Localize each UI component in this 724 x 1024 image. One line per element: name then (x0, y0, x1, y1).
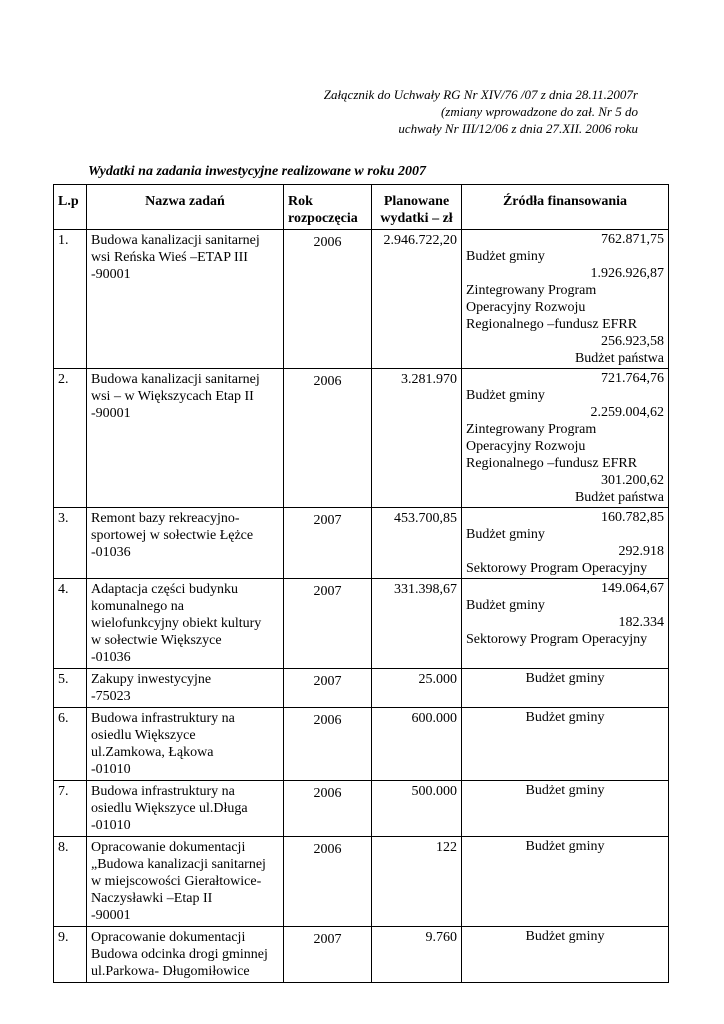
row-start-year: 2006 (284, 708, 372, 781)
column-header-rok (284, 185, 372, 230)
task-name-line: Budowa kanalizacji sanitarnej (91, 372, 260, 387)
funding-source-line: 2.259.004,62 (590, 405, 664, 420)
funding-source-line: 182.334 (618, 615, 664, 630)
row-task-name (87, 669, 284, 708)
table-row (54, 927, 669, 983)
funding-source-line: 256.923,58 (601, 334, 664, 349)
task-name-line: „Budowa kanalizacji sanitarnej (91, 857, 266, 872)
funding-source-line: Sektorowy Program Operacyjny (466, 632, 648, 647)
funding-source-line: Operacyjny Rozwoju (466, 300, 586, 315)
table-row (54, 837, 669, 927)
task-name-line: -90001 (91, 267, 131, 282)
funding-source-line: Budżet państwa (574, 351, 664, 366)
task-name-line: Budowa infrastruktury na (91, 711, 235, 726)
funding-source-line: Regionalnego –fundusz EFRR (466, 456, 638, 471)
funding-source-line: 301.200,62 (601, 473, 664, 488)
task-name-line: osiedlu Większyce (91, 728, 196, 743)
row-planned-expenditure: 2.946.722,20 (372, 230, 462, 369)
task-name-line: w sołectwie Większyce (91, 633, 222, 648)
funding-source-line: Budżet państwa (574, 490, 664, 505)
task-name-line: ul.Parkowa- Długomiłowice (91, 964, 250, 979)
funding-source-line: Zintegrowany Program (466, 283, 597, 298)
row-funding-sources (462, 669, 669, 708)
funding-source-line: Budżet gminy (525, 671, 605, 686)
row-planned-expenditure: 122 (372, 837, 462, 927)
funding-source-line: Sektorowy Program Operacyjny (466, 561, 648, 576)
row-funding-sources (462, 579, 669, 669)
row-planned-expenditure: 453.700,85 (372, 508, 462, 579)
table-row (54, 508, 669, 579)
column-header-sources: Źródła finansowania (462, 185, 669, 230)
row-planned-expenditure: 500.000 (372, 781, 462, 837)
row-task-name (87, 781, 284, 837)
task-name-line: -90001 (91, 406, 131, 421)
task-name-line: -01036 (91, 650, 131, 665)
funding-source-line: Budżet gminy (525, 783, 605, 798)
task-name-line: ul.Zamkowa, Łąkowa (91, 745, 214, 760)
funding-source-line: Operacyjny Rozwoju (466, 439, 586, 454)
column-header-name: Nazwa zadań (87, 185, 284, 230)
task-name-line: -01010 (91, 762, 131, 777)
table-header-row (54, 185, 669, 230)
task-name-line: -01036 (91, 545, 131, 560)
task-name-line: Adaptacja części budynku (91, 582, 238, 597)
row-funding-sources (462, 781, 669, 837)
row-start-year: 2006 (284, 781, 372, 837)
row-planned-expenditure: 331.398,67 (372, 579, 462, 669)
task-name-line: komunalnego na (91, 599, 184, 614)
row-task-name (87, 369, 284, 508)
task-name-line: Opracowanie dokumentacji (91, 840, 246, 855)
row-lp: 3. (54, 508, 87, 579)
funding-source-line: 160.782,85 (601, 510, 664, 525)
row-task-name (87, 230, 284, 369)
row-lp: 5. (54, 669, 87, 708)
funding-source-line: 1.926.926,87 (590, 266, 664, 281)
row-start-year: 2006 (284, 837, 372, 927)
row-lp: 9. (54, 927, 87, 983)
row-funding-sources (462, 508, 669, 579)
table-row (54, 669, 669, 708)
row-planned-expenditure: 9.760 (372, 927, 462, 983)
row-lp: 7. (54, 781, 87, 837)
header-line-2: (zmiany wprowadzone do zał. Nr 5 do (440, 104, 638, 119)
task-name-line: wsi Reńska Wieś –ETAP III (91, 250, 248, 265)
funding-source-line: Budżet gminy (525, 929, 605, 944)
task-name-line: Remont bazy rekreacyjno- (91, 511, 240, 526)
funding-source-line: 292.918 (618, 544, 664, 559)
row-start-year: 2006 (284, 230, 372, 369)
column-header-rok-line-2: rozpoczęcia (288, 211, 358, 226)
row-lp: 2. (54, 369, 87, 508)
funding-source-line: Regionalnego –fundusz EFRR (466, 317, 638, 332)
row-funding-sources (462, 837, 669, 927)
row-planned-expenditure: 25.000 (372, 669, 462, 708)
row-task-name (87, 837, 284, 927)
table-row (54, 781, 669, 837)
table-row (54, 230, 669, 369)
funding-source-line: 762.871,75 (601, 232, 664, 247)
row-lp: 4. (54, 579, 87, 669)
row-start-year: 2007 (284, 927, 372, 983)
task-name-line: wielofunkcyjny obiekt kultury (91, 616, 262, 631)
task-name-line: Opracowanie dokumentacji (91, 930, 246, 945)
funding-source-line: 721.764,76 (601, 371, 664, 386)
task-name-line: w miejscowości Gierałtowice- (91, 874, 262, 889)
task-name-line: -01010 (91, 818, 131, 833)
funding-source-line: Budżet gminy (466, 598, 545, 613)
column-header-plan (372, 185, 462, 230)
expenditure-table (53, 184, 669, 983)
row-task-name (87, 927, 284, 983)
header-line-3: uchwały Nr III/12/06 z dnia 27.XII. 2006 roku (398, 121, 638, 136)
row-task-name (87, 508, 284, 579)
table-row (54, 369, 669, 508)
row-start-year: 2007 (284, 669, 372, 708)
task-name-line: Naczysławki –Etap II (91, 891, 213, 906)
column-header-lp: L.p (54, 185, 87, 230)
row-start-year: 2007 (284, 508, 372, 579)
table-row (54, 708, 669, 781)
task-name-line: sportowej w sołectwie Łężce (91, 528, 254, 543)
task-name-line: -75023 (91, 689, 131, 704)
row-lp: 1. (54, 230, 87, 369)
table-body (54, 230, 669, 983)
funding-source-line: Budżet gminy (525, 710, 605, 725)
row-planned-expenditure: 600.000 (372, 708, 462, 781)
row-task-name (87, 579, 284, 669)
column-header-rok-line-1: Rok (288, 194, 313, 209)
funding-source-line: Budżet gminy (525, 839, 605, 854)
task-name-line: Budowa infrastruktury na (91, 784, 235, 799)
row-lp: 6. (54, 708, 87, 781)
funding-source-line: Budżet gminy (466, 527, 545, 542)
row-start-year: 2007 (284, 579, 372, 669)
funding-source-line: Budżet gminy (466, 388, 545, 403)
row-start-year: 2006 (284, 369, 372, 508)
column-header-plan-line-2: wydatki – zł (380, 211, 453, 226)
row-funding-sources (462, 230, 669, 369)
task-name-line: wsi – w Większycach Etap II (91, 389, 254, 404)
row-planned-expenditure: 3.281.970 (372, 369, 462, 508)
row-task-name (87, 708, 284, 781)
row-funding-sources (462, 708, 669, 781)
task-name-line: osiedlu Większyce ul.Długa (91, 801, 248, 816)
funding-source-line: Budżet gminy (466, 249, 545, 264)
row-funding-sources (462, 369, 669, 508)
document-title: Wydatki na zadania inwestycyjne realizowane w roku 2007 (88, 164, 426, 179)
task-name-line: Budowa odcinka drogi gminnej (91, 947, 268, 962)
task-name-line: Budowa kanalizacji sanitarnej (91, 233, 260, 248)
task-name-line: Zakupy inwestycyjne (91, 672, 212, 687)
column-header-plan-line-1: Planowane (383, 194, 450, 209)
task-name-line: -90001 (91, 908, 131, 923)
funding-source-line: Zintegrowany Program (466, 422, 597, 437)
funding-source-line: 149.064,67 (601, 581, 664, 596)
header-line-1: Załącznik do Uchwały RG Nr XIV/76 /07 z dnia 28.11.2007r (323, 87, 638, 102)
row-lp: 8. (54, 837, 87, 927)
document-header (324, 86, 638, 137)
row-funding-sources (462, 927, 669, 983)
table-row (54, 579, 669, 669)
